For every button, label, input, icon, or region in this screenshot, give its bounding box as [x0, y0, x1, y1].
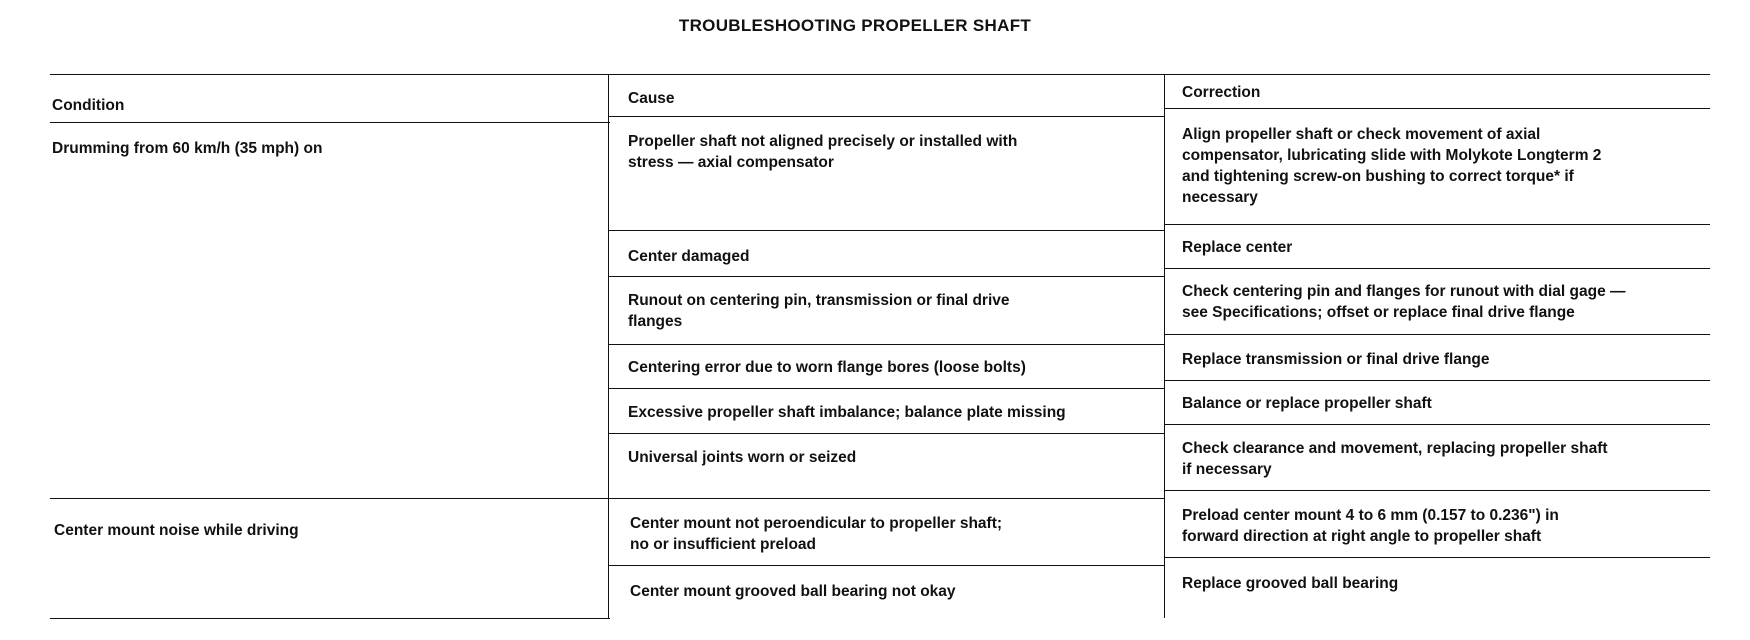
row-separator [1164, 557, 1710, 558]
row-separator [608, 388, 1164, 389]
row-separator [1164, 268, 1710, 269]
row-separator [1164, 108, 1710, 109]
correction-cell: Replace grooved ball bearing [1182, 575, 1399, 592]
row-separator [608, 433, 1164, 434]
correction-cell: Balance or replace propeller shaft [1182, 395, 1432, 412]
header-cause: Cause [628, 90, 675, 107]
row-separator [1164, 424, 1710, 425]
row-separator [608, 116, 1164, 117]
row-separator [608, 344, 1164, 345]
condition-cell: Center mount noise while driving [54, 522, 299, 539]
cause-cell: Center damaged [628, 248, 750, 265]
cause-cell: Excessive propeller shaft imbalance; balance plate missing [628, 404, 1066, 421]
group-separator [50, 498, 610, 499]
header-condition: Condition [52, 97, 125, 114]
row-separator [608, 498, 1164, 499]
condition-cell: Drumming from 60 km/h (35 mph) on [52, 140, 323, 157]
correction-cell: Replace center [1182, 239, 1293, 256]
cause-cell: Propeller shaft not aligned precisely or installed with stress — axial compensator [628, 133, 1018, 171]
row-separator [1164, 334, 1710, 335]
cause-cell: Center mount grooved ball bearing not okay [630, 583, 956, 600]
correction-cell: Check clearance and movement, replacing propeller shaft if necessary [1182, 440, 1608, 478]
correction-cell: Replace transmission or final drive flange [1182, 351, 1490, 368]
table-bottom-rule [50, 618, 610, 619]
page-title: TROUBLESHOOTING PROPELLER SHAFT [678, 16, 1032, 35]
row-separator [1164, 380, 1710, 381]
table-header-rule [50, 122, 610, 123]
row-separator [1164, 224, 1710, 225]
column-divider-correction [1164, 74, 1165, 618]
row-separator [608, 230, 1164, 231]
correction-cell: Align propeller shaft or check movement of axial compensator, lubricating slide with Molykote Longterm 2 and tightening screw-on bushing to correct torque* if necessary [1182, 126, 1602, 206]
cause-cell: Universal joints worn or seized [628, 449, 857, 466]
cause-cell: Center mount not peroendicular to propeller shaft; no or insufficient preload [630, 515, 1003, 553]
row-separator [608, 565, 1164, 566]
header-correction: Correction [1182, 84, 1261, 101]
row-separator [608, 276, 1164, 277]
column-divider-cause [608, 74, 609, 618]
cause-cell: Runout on centering pin, transmission or final drive flanges [628, 292, 1010, 330]
correction-cell: Preload center mount 4 to 6 mm (0.157 to 0.236") in forward direction at right angle to propeller shaft [1182, 507, 1559, 545]
table-top-rule [50, 74, 1710, 75]
row-separator [1164, 490, 1710, 491]
cause-cell: Centering error due to worn flange bores (loose bolts) [628, 359, 1026, 376]
correction-cell: Check centering pin and flanges for runout with dial gage — see Specifications; offset or replace final drive flange [1182, 283, 1626, 321]
